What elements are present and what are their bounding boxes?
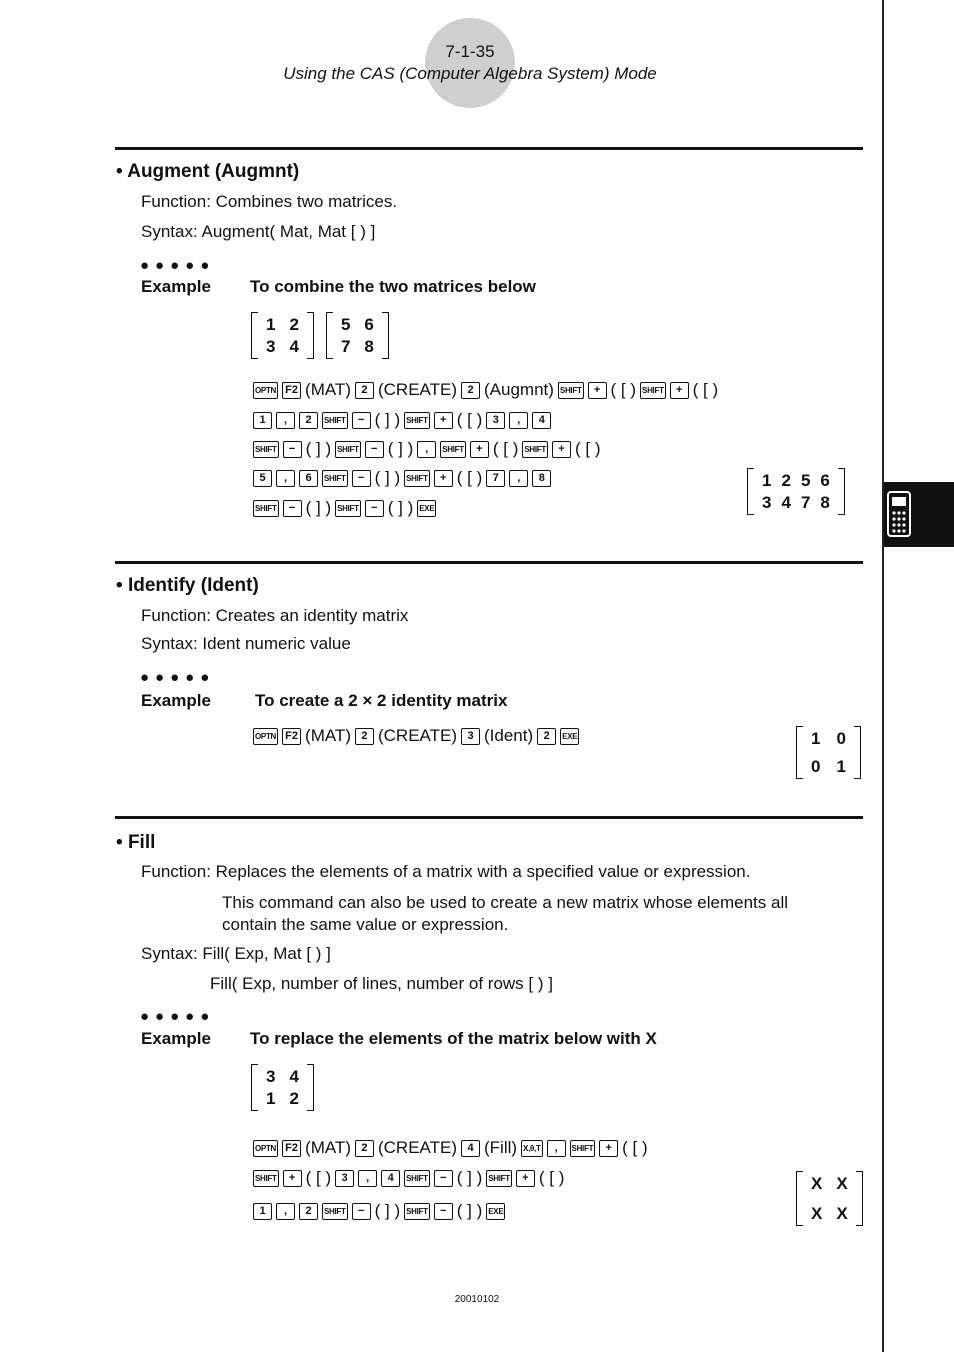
example-dots: ●●●●● bbox=[140, 257, 216, 274]
key-caption: ( ] ) bbox=[305, 498, 332, 517]
key-4: 4 bbox=[461, 1140, 480, 1157]
key-caption: ( [ ) bbox=[692, 380, 719, 399]
key-caption: ( [ ) bbox=[305, 1168, 332, 1187]
input-matrices bbox=[251, 312, 389, 359]
shift-key: SHIFT bbox=[322, 1203, 348, 1220]
key-caption: (CREATE) bbox=[377, 726, 457, 745]
key-sequence-line bbox=[253, 410, 551, 430]
shift-key: SHIFT bbox=[335, 500, 361, 517]
shift-key: SHIFT bbox=[404, 412, 430, 429]
comma-key: , bbox=[417, 441, 436, 458]
shift-key: SHIFT bbox=[558, 382, 584, 399]
page-number: 7-1-35 bbox=[445, 42, 495, 61]
function-text: Function: Replaces the elements of a matrix with a specified value or expression. bbox=[141, 862, 751, 881]
plus-key: + bbox=[470, 441, 489, 458]
plus-key: + bbox=[670, 382, 689, 399]
key-2: 2 bbox=[537, 728, 556, 745]
key-1: 1 bbox=[253, 412, 272, 429]
f2-key: F2 bbox=[282, 382, 301, 399]
key-caption: ( ] ) bbox=[456, 1168, 483, 1187]
key-2: 2 bbox=[355, 728, 374, 745]
optn-key: OPTN bbox=[253, 382, 278, 399]
shift-key: SHIFT bbox=[322, 412, 348, 429]
shift-key: SHIFT bbox=[253, 500, 279, 517]
input-matrix-b: 5 6 7 8 bbox=[326, 312, 389, 359]
key-7: 7 bbox=[486, 470, 505, 487]
minus-key: − bbox=[434, 1170, 453, 1187]
key-caption: ( ] ) bbox=[374, 410, 401, 429]
key-2: 2 bbox=[355, 1140, 374, 1157]
example-label: Example bbox=[141, 691, 211, 710]
key-2: 2 bbox=[299, 412, 318, 429]
input-matrix-a: 1 2 3 4 bbox=[251, 312, 314, 359]
key-caption: ( [ ) bbox=[538, 1168, 565, 1187]
section-title: • Augment (Augmnt) bbox=[116, 161, 300, 182]
syntax-text-alt: Fill( Exp, number of lines, number of rows [ ) ] bbox=[210, 974, 553, 993]
bullet: • bbox=[116, 161, 123, 182]
key-caption: (CREATE) bbox=[377, 380, 457, 399]
minus-key: − bbox=[283, 441, 302, 458]
minus-key: − bbox=[352, 470, 371, 487]
key-caption: ( [ ) bbox=[622, 1138, 648, 1157]
minus-key: − bbox=[283, 500, 302, 517]
key-sequence-line bbox=[253, 439, 601, 459]
bullet: • bbox=[116, 832, 123, 853]
example-label: Example bbox=[141, 1029, 211, 1048]
key-4: 4 bbox=[381, 1170, 400, 1187]
plus-key: + bbox=[552, 441, 571, 458]
function-text: Function: Combines two matrices. bbox=[141, 192, 398, 211]
key-sequence-line bbox=[253, 1168, 564, 1188]
minus-key: − bbox=[365, 441, 384, 458]
optn-key: OPTN bbox=[253, 1140, 278, 1157]
plus-key: + bbox=[283, 1170, 302, 1187]
shift-key: SHIFT bbox=[522, 441, 548, 458]
shift-key: SHIFT bbox=[253, 1170, 279, 1187]
key-4: 4 bbox=[532, 412, 551, 429]
key-6: 6 bbox=[299, 470, 318, 487]
key-3: 3 bbox=[461, 728, 480, 745]
key-caption: ( [ ) bbox=[456, 410, 483, 429]
section-title: • Fill bbox=[116, 832, 156, 853]
comma-key: , bbox=[276, 1203, 295, 1220]
comma-key: , bbox=[358, 1170, 377, 1187]
shift-key: SHIFT bbox=[322, 470, 348, 487]
minus-key: − bbox=[352, 1203, 371, 1220]
key-sequence-line bbox=[253, 468, 551, 488]
comma-key: , bbox=[509, 412, 528, 429]
result-matrix: 1 0 0 1 bbox=[796, 726, 861, 779]
section-divider bbox=[115, 147, 863, 150]
key-5: 5 bbox=[253, 470, 272, 487]
f2-key: F2 bbox=[282, 728, 301, 745]
chapter-tab bbox=[884, 482, 954, 547]
plus-key: + bbox=[516, 1170, 535, 1187]
syntax-text: Syntax: Ident numeric value bbox=[141, 634, 351, 653]
key-caption: (CREATE) bbox=[377, 1138, 457, 1157]
key-2: 2 bbox=[461, 382, 480, 399]
exe-key: EXE bbox=[486, 1203, 505, 1220]
function-text: Function: Creates an identity matrix bbox=[141, 606, 409, 625]
key-caption: ( ] ) bbox=[387, 498, 414, 517]
example-description: To replace the elements of the matrix below with X bbox=[250, 1029, 657, 1048]
xthetat-key: X,θ,T bbox=[521, 1140, 543, 1157]
key-caption: (Ident) bbox=[484, 726, 534, 745]
shift-key: SHIFT bbox=[335, 441, 361, 458]
footer-code: 20010102 bbox=[454, 1294, 500, 1305]
key-caption: ( ] ) bbox=[387, 439, 414, 458]
minus-key: − bbox=[352, 412, 371, 429]
key-caption: ( [ ) bbox=[456, 468, 483, 487]
result-matrix: 1 2 5 6 3 4 7 8 bbox=[747, 468, 845, 515]
key-1: 1 bbox=[253, 1203, 272, 1220]
plus-key: + bbox=[434, 412, 453, 429]
key-caption: ( ] ) bbox=[305, 439, 332, 458]
syntax-text: Syntax: Augment( Mat, Mat [ ) ] bbox=[141, 222, 376, 241]
optn-key: OPTN bbox=[253, 728, 278, 745]
key-caption: (Augmnt) bbox=[484, 380, 554, 399]
key-caption: ( [ ) bbox=[575, 439, 601, 458]
key-sequence-line bbox=[253, 380, 718, 400]
key-caption: ( [ ) bbox=[610, 380, 637, 399]
right-margin-rule bbox=[882, 0, 884, 1352]
key-caption: (MAT) bbox=[305, 380, 351, 399]
key-sequence-line bbox=[253, 726, 579, 746]
key-caption: (MAT) bbox=[305, 1138, 351, 1157]
exe-key: EXE bbox=[417, 500, 436, 517]
shift-key: SHIFT bbox=[253, 441, 279, 458]
plus-key: + bbox=[588, 382, 607, 399]
calculator-icon bbox=[884, 482, 954, 547]
bullet: • bbox=[116, 575, 123, 596]
comma-key: , bbox=[547, 1140, 566, 1157]
key-caption: ( ] ) bbox=[374, 1201, 401, 1220]
minus-key: − bbox=[365, 500, 384, 517]
key-8: 8 bbox=[532, 470, 551, 487]
shift-key: SHIFT bbox=[486, 1170, 512, 1187]
comma-key: , bbox=[276, 412, 295, 429]
plus-key: + bbox=[599, 1140, 618, 1157]
section-divider bbox=[115, 816, 863, 819]
example-dots: ●●●●● bbox=[140, 669, 216, 686]
shift-key: SHIFT bbox=[640, 382, 666, 399]
shift-key: SHIFT bbox=[404, 470, 430, 487]
exe-key: EXE bbox=[560, 728, 579, 745]
shift-key: SHIFT bbox=[570, 1140, 596, 1157]
key-sequence-line bbox=[253, 1138, 648, 1158]
function-note: This command can also be used to create a new matrix whose elements all contain the same value or expression. bbox=[222, 893, 788, 934]
key-sequence-line bbox=[253, 498, 436, 518]
comma-key: , bbox=[276, 470, 295, 487]
key-2: 2 bbox=[299, 1203, 318, 1220]
plus-key: + bbox=[434, 470, 453, 487]
key-2: 2 bbox=[355, 382, 374, 399]
shift-key: SHIFT bbox=[440, 441, 466, 458]
syntax-text: Syntax: Fill( Exp, Mat [ ) ] bbox=[141, 944, 331, 963]
section-title: • Identify (Ident) bbox=[116, 575, 259, 596]
page-header-title: Using the CAS (Computer Algebra System) Mode bbox=[283, 64, 657, 83]
example-label: Example bbox=[141, 277, 211, 296]
section-divider bbox=[115, 561, 863, 564]
result-matrix: X X X X bbox=[796, 1171, 863, 1226]
key-sequence-line bbox=[253, 1201, 505, 1221]
key-caption: (MAT) bbox=[305, 726, 351, 745]
key-caption: ( ] ) bbox=[374, 468, 401, 487]
key-caption: ( [ ) bbox=[492, 439, 519, 458]
minus-key: − bbox=[434, 1203, 453, 1220]
comma-key: , bbox=[509, 470, 528, 487]
key-3: 3 bbox=[335, 1170, 354, 1187]
f2-key: F2 bbox=[282, 1140, 301, 1157]
shift-key: SHIFT bbox=[404, 1170, 430, 1187]
input-matrix: 3 4 1 2 bbox=[251, 1064, 314, 1111]
example-description: To create a 2 × 2 identity matrix bbox=[255, 691, 508, 710]
key-caption: ( ] ) bbox=[456, 1201, 483, 1220]
page-number-circle bbox=[425, 18, 515, 108]
example-dots: ●●●●● bbox=[140, 1008, 216, 1025]
shift-key: SHIFT bbox=[404, 1203, 430, 1220]
example-description: To combine the two matrices below bbox=[250, 277, 536, 296]
key-3: 3 bbox=[486, 412, 505, 429]
key-caption: (Fill) bbox=[484, 1138, 518, 1157]
